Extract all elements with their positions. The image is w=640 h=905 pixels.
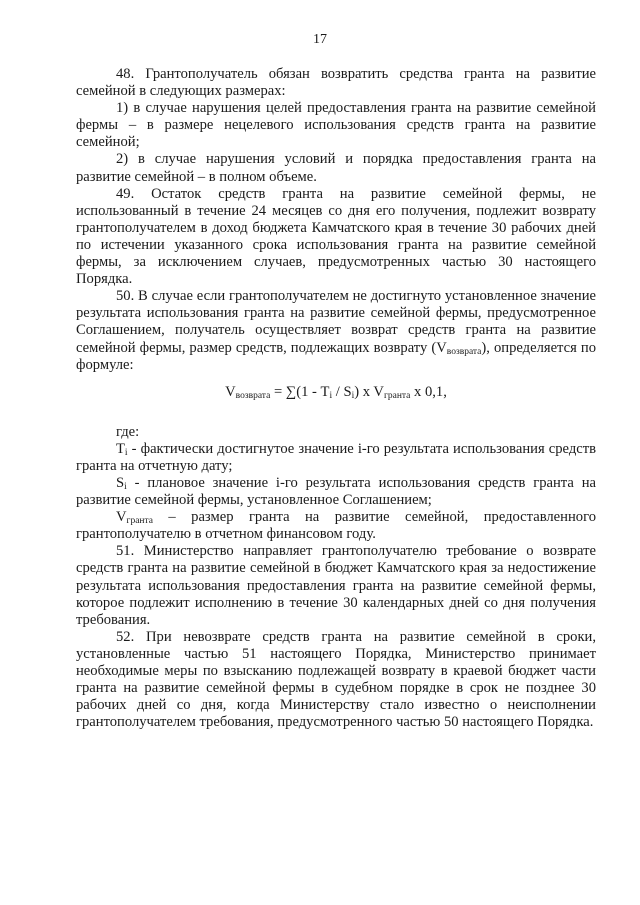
definition-t-text: - фактически достигнутое значение i-го результата использования средств гранта на отчетную дату; [76, 440, 596, 474]
definition-t [76, 441, 596, 475]
formula-close-x: ) x V [354, 383, 384, 400]
paragraph-50-tail: ), определяется по формуле: [76, 339, 596, 373]
page-number: 17 [313, 32, 327, 47]
paragraph-52: 52. При невозврате средств гранта на развитие семейной в сроки, установленные частью 51 настоящего Порядка, Министерство принимает необходимые меры по взысканию подлежащей возврату в краевой бюджет части гранта на развитие семейной фермы в судебном порядке в срок не позднее 30 рабочих дней со дня, когда Министерству стало известно о неисполнении грантополучателем требования, предусмотренного частью 50 настоящего Порядка. [76, 628, 596, 731]
definition-v-text: – размер гранта на развитие семейной, предоставленного грантополучателю в отчетном финансовом году. [76, 509, 596, 543]
definition-v [76, 509, 596, 543]
formula-sub-grant: гранта [383, 390, 411, 401]
document-body [76, 66, 596, 731]
formula-sum: = ∑(1 - T [270, 383, 330, 400]
paragraph-50-text: 50. В случае если грантополучателем не достигнуто установленное значение результата использования гранта на развитие семейной фермы, предусмотренное Соглашением, получатель осуществляет возврат средств гранта на развитие семейной фермы, размер средств, подлежащих возврату (V [76, 288, 596, 356]
formula-sub-i2: i [351, 390, 355, 401]
definition-v-sub: гранта [126, 516, 153, 527]
v-return-subscript: возврата [446, 346, 482, 357]
definition-s [76, 475, 596, 509]
formula [76, 382, 596, 402]
formula-tail: x 0,1, [410, 383, 447, 400]
definition-t-symbol: T [116, 440, 125, 457]
paragraph-48-item-1: 1) в случае нарушения целей предоставления гранта на развитие семейной фермы – в размере нецелевого использования средств гранта на развитие семейной; [76, 100, 596, 151]
formula-slash-s: / S [332, 383, 352, 400]
paragraph-48-item-2: 2) в случае нарушения условий и порядка предоставления гранта на развитие семейной – в полном объеме. [76, 151, 596, 185]
definition-s-text: - плановое значение i-го результата использования средств гранта на развитие семейной фермы, установленное Соглашением; [76, 474, 596, 509]
formula-sub-return: возврата [235, 390, 271, 401]
definition-t-sub: i [124, 447, 128, 458]
definition-v-symbol: V [116, 509, 127, 526]
formula-sub-i1: i [329, 390, 333, 401]
where-label: где: [116, 423, 140, 440]
paragraph-51: 51. Министерство направляет грантополучателю требование о возврате средств гранта на развитие семейной в бюджет Камчатского края за недостижение результата использования предоставления гранта на развитие семейной фермы, которое подлежит исполнению в течение 30 календарных дней со дня получения требования. [76, 543, 596, 628]
formula-v: V [225, 383, 236, 400]
definition-s-sub: i [124, 481, 127, 492]
paragraph-48: 48. Грантополучатель обязан возвратить средства гранта на развитие семейной в следующих размерах: [76, 66, 596, 100]
paragraph-49: 49. Остаток средств гранта на развитие семейной фермы, не использованный в течение 24 месяцев со дня его получения, подлежит возврату грантополучателем в доход бюджета Камчатского края в течение 30 рабочих дней по истечении указанного срока использования гранта на развитие семейной фермы, за исключением случаев, предусмотренных частью 30 настоящего Порядка. [76, 185, 596, 288]
paragraph-50 [76, 288, 596, 373]
definition-s-symbol: S [116, 474, 125, 491]
